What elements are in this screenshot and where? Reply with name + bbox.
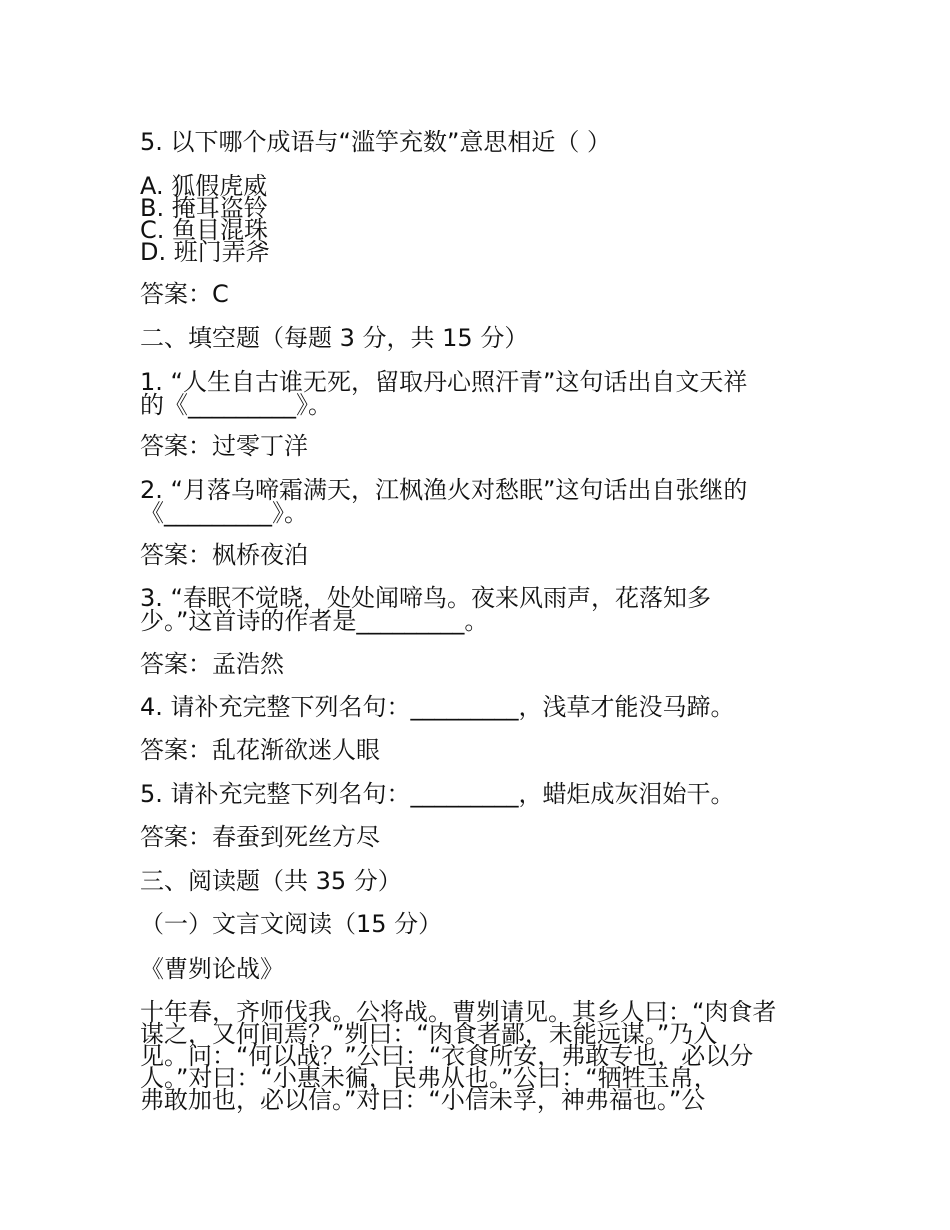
document-page: [140, 0, 820, 1230]
fill1-line1: 1. “人生自古谁无死，留取丹心照汗青”这句话出自文天祥: [140, 368, 748, 396]
mc5-answer: 答案：C: [140, 280, 229, 308]
fill5-line1: 5. 请补充完整下列名句：_________，蜡炬成灰泪始干。: [140, 780, 735, 808]
mc5-option-a: A. 狐假虎威: [140, 172, 268, 200]
mc5-option-d: D. 班门弄斧: [140, 238, 270, 266]
section3-heading: 三、阅读题（共 35 分）: [140, 867, 402, 895]
passage-line: 弗敢加也，必以信。”对曰：“小信未孚，神弗福也。”公: [140, 1086, 706, 1114]
fill4-line1: 4. 请补充完整下列名句：_________，浅草才能没马蹄。: [140, 693, 735, 721]
mc5-option-c: C. 鱼目混珠: [140, 216, 269, 244]
fill4-answer: 答案：乱花渐欲迷人眼: [140, 736, 380, 764]
fill5-answer: 答案：春蚕到死丝方尽: [140, 823, 380, 851]
section2-heading: 二、填空题（每题 3 分，共 15 分）: [140, 324, 529, 352]
fill3-line1: 3. “春眠不觉晓，处处闻啼鸟。夜来风雨声，花落知多: [140, 584, 711, 612]
passage-line: 谋之，又何间焉？”刿曰：“肉食者鄙，未能远谋。”乃入: [140, 1020, 718, 1048]
fill2-line1: 2. “月落乌啼霜满天，江枫渔火对愁眠”这句话出自张继的: [140, 476, 748, 504]
mc5-stem: 5. 以下哪个成语与“滥竽充数”意思相近（ ）: [140, 128, 612, 156]
passage-line: 见。问：“何以战？”公曰：“衣食所安，弗敢专也，必以分: [140, 1042, 754, 1070]
passage-line: 人。”对曰：“小惠未徧，民弗从也。”公曰：“牺牲玉帛，: [140, 1064, 718, 1092]
fill2-answer: 答案：枫桥夜泊: [140, 541, 308, 569]
mc5-option-b: B. 掩耳盗铃: [140, 194, 268, 222]
fill1-line2: 的《_________》。: [140, 391, 332, 419]
fill3-answer: 答案：孟浩然: [140, 650, 284, 678]
fill1-answer: 答案：过零丁洋: [140, 432, 308, 460]
fill3-line2: 少。”这首诗的作者是_________。: [140, 607, 489, 635]
fill2-line2: 《_________》。: [140, 499, 308, 527]
passage-line: 十年春，齐师伐我。公将战。曹刿请见。其乡人曰：“肉食者: [140, 998, 777, 1026]
passage-title: 《曹刿论战》: [140, 955, 284, 983]
section3-subheading: （一）文言文阅读（15 分）: [140, 910, 443, 938]
